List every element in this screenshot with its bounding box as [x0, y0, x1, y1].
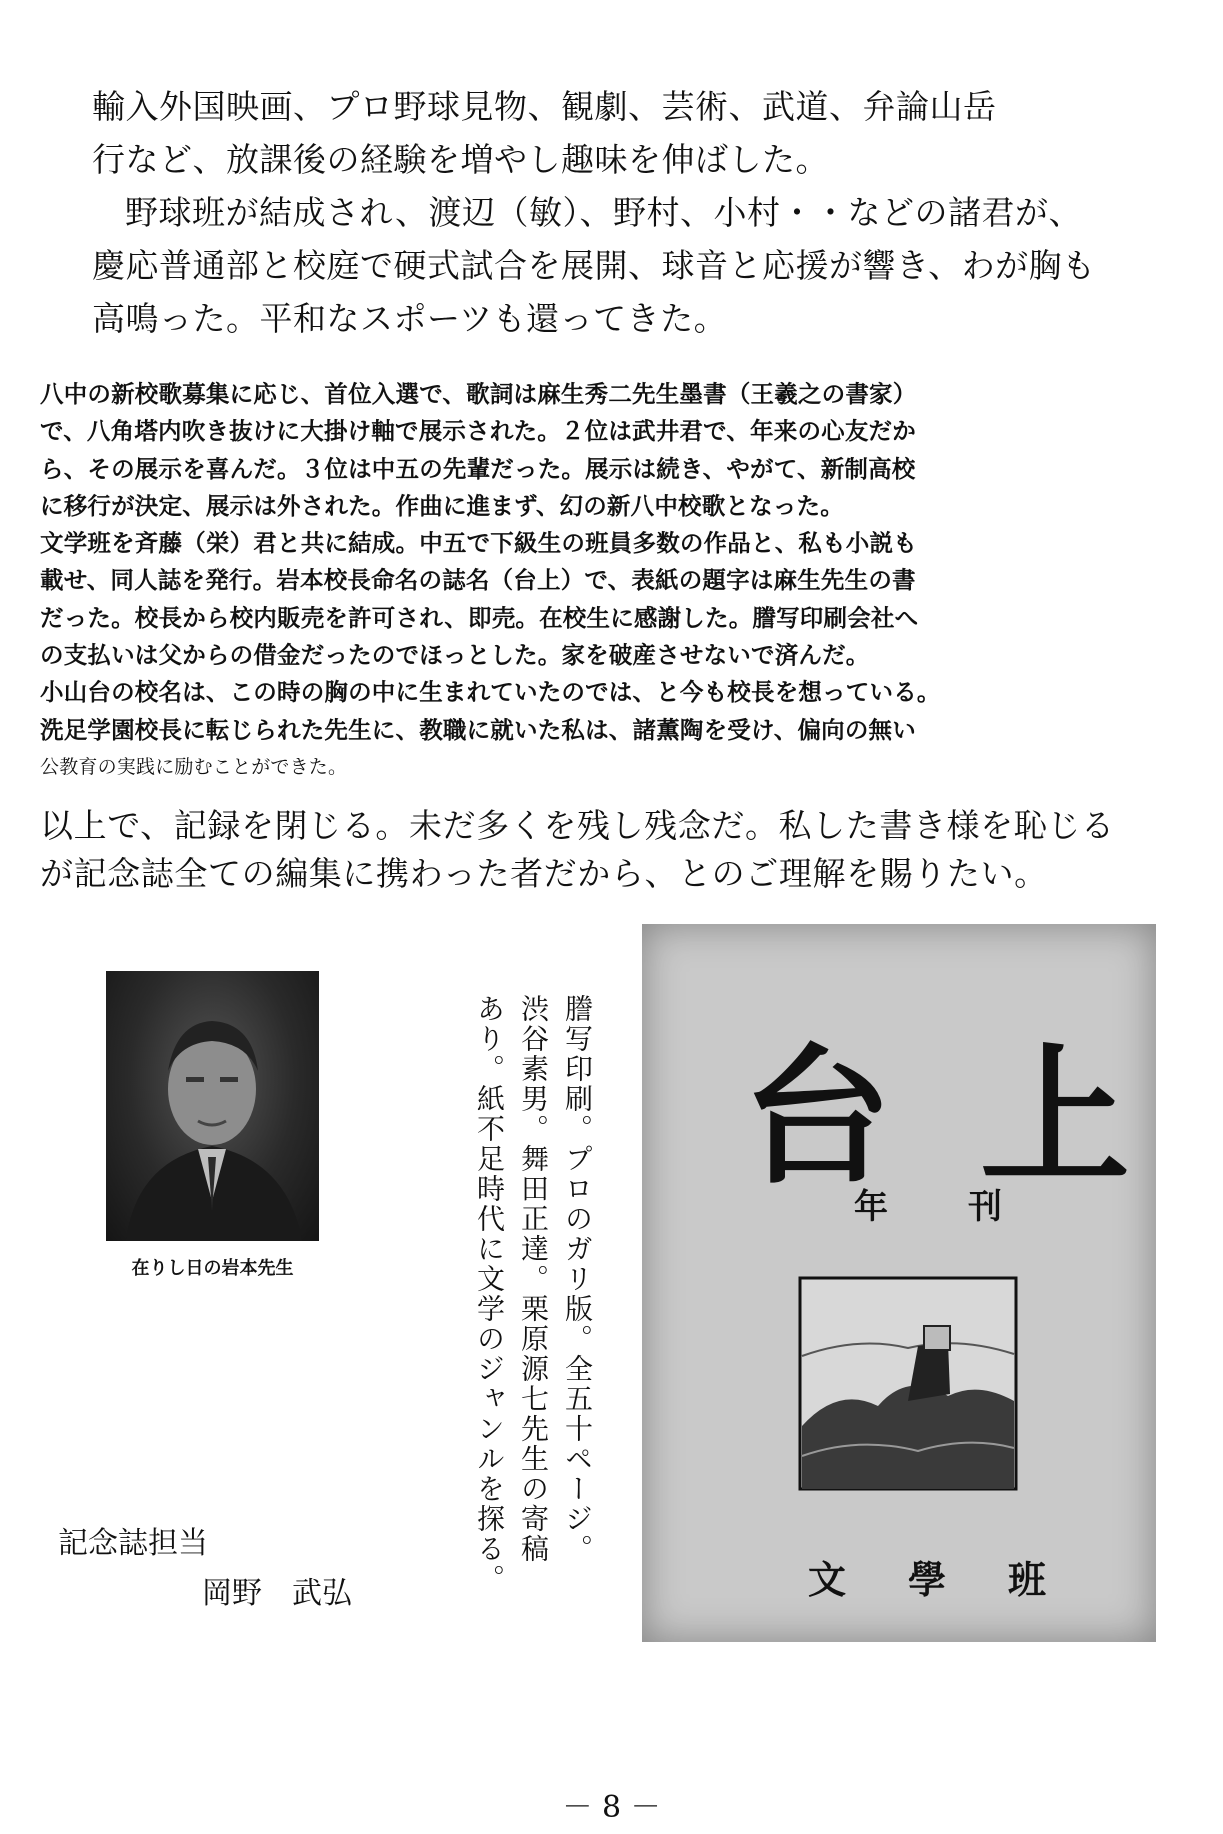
cover-title-char: 台: [742, 1029, 903, 1205]
editor-role: 記念誌担当: [58, 1526, 208, 1561]
text-line: に移行が決定、展示は外された。作曲に進まず、幻の新八中校歌となった。: [40, 491, 844, 520]
text-line: 行など、放課後の経験を増やし趣味を伸ばした。: [92, 140, 829, 179]
cover-landscape-illustration-icon: [798, 1276, 1018, 1491]
text-line: 文学班を斉藤（栄）君と共に結成。中五で下級生の班員多数の作品と、私も小説も: [40, 529, 917, 558]
text-line: ら、その展示を喜んだ。３位は中五の先輩だった。展示は続き、やがて、新制高校: [40, 454, 916, 483]
text-line: 以上で、記録を閉じる。未だ多くを残し残念だ。私した書き様を恥じる: [40, 806, 1115, 845]
paragraph-closing: [40, 802, 1190, 898]
paragraph-activities: [92, 80, 1152, 345]
text-line: 慶応普通部と校庭で硬式試合を展開、球音と応援が響き、わが胸も: [92, 246, 1096, 285]
text-line: 載せ、同人誌を発行。岩本校長命名の誌名（台上）で、表紙の題字は麻生先生の書: [40, 566, 916, 595]
text-line-small: 公教育の実践に励むことができた。: [40, 755, 348, 778]
cover-club-name: 文學班: [808, 1557, 1109, 1602]
vertical-caption-line: 謄写印刷。プロのガリ版。全五十ページ。: [561, 994, 594, 1564]
text-line: が記念誌全ての編集に携わった者だから、とのご理解を賜りたい。: [40, 854, 1048, 893]
cover-subtitle: 年刊: [854, 1187, 1082, 1227]
paragraph-school-song-and-literature-club: [40, 376, 1190, 786]
text-line: だった。校長から校内販売を許可され、即売。在校生に感謝した。謄写印刷会社へ: [40, 603, 919, 632]
text-line: 八中の新校歌募集に応じ、首位入選で、歌詞は麻生秀二先生墨書（王羲之の書家）: [40, 380, 917, 408]
magazine-cover-image: [642, 924, 1156, 1642]
vertical-caption-line: 渋谷素男。舞田正達。栗原源七先生の寄稿: [517, 994, 550, 1564]
portrait-photo: [106, 971, 319, 1241]
text-line: 小山台の校名は、この時の胸の中に生まれていたのでは、と今も校長を想っている。: [40, 678, 941, 707]
portrait-figure-icon: [106, 971, 319, 1241]
text-line: 高鳴った。平和なスポーツも還ってきた。: [92, 299, 728, 338]
text-line: 輸入外国映画、プロ野球見物、観劇、芸術、武道、弁論山岳: [92, 87, 997, 126]
photo-caption: 在りし日の岩本先生: [131, 1258, 294, 1279]
text-line: 洗足学園校長に転じられた先生に、教職に就いた私は、諸薫陶を受け、偏向の無い: [40, 715, 916, 744]
page-number: － 8 －: [562, 1790, 661, 1825]
text-line: 野球班が結成され、渡辺（敏）、野村、小村・・などの諸君が、: [125, 193, 1082, 232]
vertical-caption-line: あり。紙不足時代に文学のジャンルを探る。: [473, 994, 506, 1594]
editor-name: 岡野 武弘: [202, 1576, 352, 1611]
text-line: の支払いは父からの借金だったのでほっとした。家を破産させないで済んだ。: [40, 641, 870, 670]
text-line: で、八角塔内吹き抜けに大掛け軸で展示された。２位は武井君で、年来の心友だか: [40, 417, 916, 446]
cover-title-char: 上: [980, 1029, 1141, 1205]
